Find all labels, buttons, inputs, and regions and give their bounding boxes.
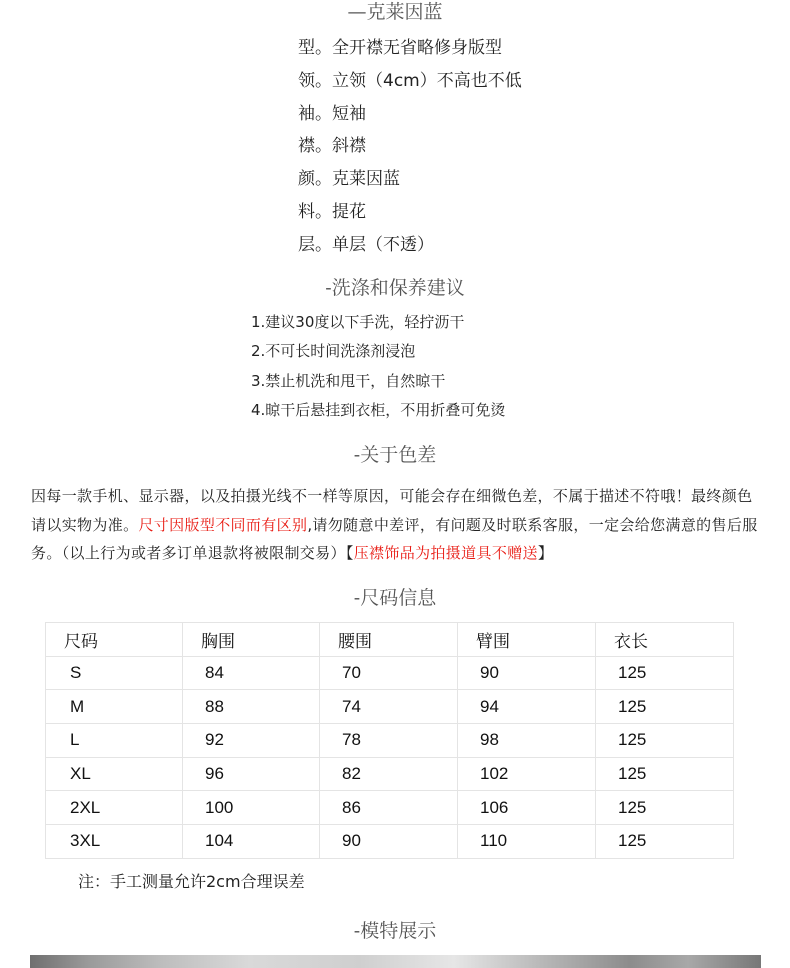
notice-red-size: 尺寸因版型不同而有区别	[138, 515, 308, 534]
table-row	[46, 757, 734, 791]
notice-text-2: ,请勿随意中差评，有问题及时联系客服，一定会给您满意的售后服务。（以上行为或者多订单退款将被限制交易）【	[31, 515, 758, 563]
cell-waist: 82	[320, 757, 458, 791]
cell-waist: 90	[320, 825, 458, 859]
section-heading-care: -洗涤和保养建议	[325, 277, 465, 299]
spec-item-type: 型。全开襟无省略修身版型	[298, 38, 502, 58]
spec-item-layer: 层。单层（不透）	[298, 234, 434, 255]
size-table	[45, 622, 734, 859]
cell-arm: 102	[458, 757, 596, 791]
spec-item-collar: 领。立领（4cm）不高也不低	[298, 70, 522, 91]
header-length: 衣长	[596, 623, 734, 657]
spec-item-color: 颜。克莱因蓝	[298, 169, 400, 190]
notice-text-3: 】	[537, 544, 554, 563]
cell-size: 3XL	[46, 825, 183, 859]
care-item-4: 4.晾干后悬挂到衣柜，不用折叠可免烫	[251, 400, 506, 419]
cell-waist: 70	[320, 656, 458, 690]
cell-chest: 104	[183, 825, 320, 859]
header-waist: 腰围	[320, 623, 458, 657]
table-row	[46, 690, 734, 724]
care-item-1: 1.建议30度以下手洗，轻拧沥干	[251, 313, 465, 331]
section-heading-color-difference: -关于色差	[353, 444, 437, 466]
care-item-2: 2.不可长时间洗涤剂浸泡	[251, 342, 416, 361]
cell-chest: 100	[183, 791, 320, 825]
table-row	[46, 724, 734, 758]
cell-waist: 86	[320, 791, 458, 825]
cell-size: M	[46, 690, 183, 724]
header-arm: 臂围	[458, 623, 596, 657]
color-difference-notice	[31, 482, 761, 568]
care-list	[251, 310, 505, 427]
cell-arm: 110	[458, 825, 596, 859]
cell-size: 2XL	[46, 791, 183, 825]
notice-text-1: 因每一款手机、显示器，以及拍摄光线不一样等原因，可能会存在细微色差，不属于描述不符哦！最终颜色请以实物为准。	[31, 487, 753, 534]
table-row	[46, 656, 734, 690]
section-heading-color: —克莱因蓝	[347, 1, 443, 23]
size-table-header	[46, 623, 734, 657]
cell-length: 125	[596, 825, 734, 859]
header-size: 尺码	[46, 623, 183, 657]
cell-length: 125	[596, 791, 734, 825]
header-chest: 胸围	[183, 623, 320, 657]
cell-size: S	[46, 656, 183, 690]
care-item-3: 3.禁止机洗和甩干，自然晾干	[251, 371, 446, 390]
cell-size: XL	[46, 757, 183, 791]
cell-arm: 94	[458, 690, 596, 724]
spec-item-placket: 襟。斜襟	[298, 136, 366, 157]
spec-item-fabric: 料。提花	[298, 201, 366, 222]
cell-arm: 106	[458, 791, 596, 825]
measurement-note: 注：手工测量允许2cm合理误差	[78, 872, 305, 891]
spec-item-sleeve: 袖。短袖	[298, 103, 366, 124]
cell-waist: 78	[320, 724, 458, 758]
table-row	[46, 825, 734, 859]
cell-chest: 96	[183, 757, 320, 791]
cell-chest: 92	[183, 724, 320, 758]
cell-chest: 88	[183, 690, 320, 724]
cell-length: 125	[596, 690, 734, 724]
cell-length: 125	[596, 757, 734, 791]
cell-arm: 98	[458, 724, 596, 758]
model-photo	[30, 955, 761, 968]
section-heading-model: -模特展示	[353, 920, 437, 942]
cell-size: L	[46, 724, 183, 758]
notice-red-props: 压襟饰品为拍摄道具不赠送	[353, 544, 538, 563]
cell-length: 125	[596, 724, 734, 758]
cell-waist: 74	[320, 690, 458, 724]
section-heading-size: -尺码信息	[353, 587, 437, 609]
cell-chest: 84	[183, 656, 320, 690]
cell-length: 125	[596, 656, 734, 690]
spec-list	[298, 35, 522, 265]
cell-arm: 90	[458, 656, 596, 690]
table-row	[46, 791, 734, 825]
